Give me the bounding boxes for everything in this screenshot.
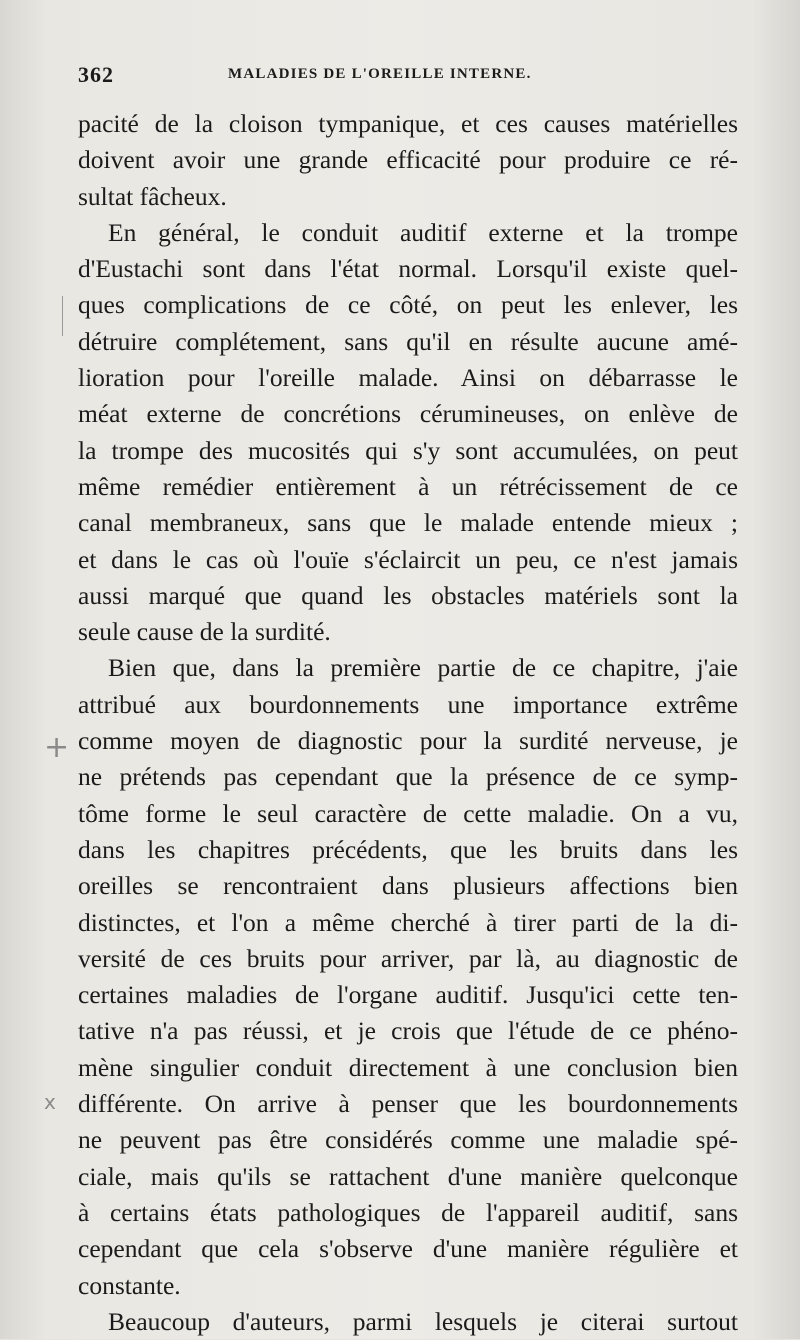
text-line: aussi marqué que quand les obstacles matériels sont la bbox=[78, 580, 738, 610]
text-line: et dans le cas où l'ouïe s'éclaircit un peu, ce n'est jamais bbox=[78, 544, 738, 574]
text-line: ne peuvent pas être considérés comme une maladie spé- bbox=[78, 1125, 738, 1155]
text-line: ne prétends pas cependant que la présence de ce symp- bbox=[78, 762, 738, 792]
text-line: doivent avoir une grande efficacité pour produire ce ré- bbox=[78, 145, 738, 175]
page-header bbox=[78, 62, 738, 92]
text-line: différente. On arrive à penser que les bourdonnements bbox=[78, 1089, 738, 1119]
text-line: oreilles se rencontraient dans plusieurs affections bien bbox=[78, 871, 738, 901]
text-line: mène singulier conduit directement à une conclusion bien bbox=[78, 1052, 738, 1082]
text-line: En général, le conduit auditif externe et la trompe bbox=[108, 217, 738, 247]
margin-pencil-tick bbox=[62, 296, 63, 336]
text-line: détruire complétement, sans qu'il en résulte aucune amé- bbox=[78, 326, 738, 356]
margin-mark-x: x bbox=[44, 1090, 56, 1114]
text-line: tative n'a pas réussi, et je crois que l'étude de ce phéno- bbox=[78, 1016, 738, 1046]
text-line: Beaucoup d'auteurs, parmi lesquels je citerai surtout bbox=[108, 1306, 738, 1336]
text-line: tôme forme le seul caractère de cette maladie. On a vu, bbox=[78, 798, 738, 828]
text-line: Bien que, dans la première partie de ce chapitre, j'aie bbox=[108, 653, 738, 683]
paragraph bbox=[78, 650, 738, 1303]
text-line: lioration pour l'oreille malade. Ainsi on débarrasse le bbox=[78, 363, 738, 393]
text-line: attribué aux bourdonnements une importance extrême bbox=[78, 689, 738, 719]
text-line: dans les chapitres précédents, que les bruits dans les bbox=[78, 834, 738, 864]
text-line: pacité de la cloison tympanique, et ces causes matérielles bbox=[78, 109, 738, 138]
text-line: comme moyen de diagnostic pour la surdité nerveuse, je bbox=[78, 726, 738, 756]
text-line: canal membraneux, sans que le malade entende mieux ; bbox=[78, 508, 738, 538]
running-head: MALADIES DE L'OREILLE INTERNE. bbox=[228, 66, 532, 82]
text-line: seule cause de la surdité. bbox=[78, 617, 331, 647]
text-line: d'Eustachi sont dans l'état normal. Lorsqu'il existe quel- bbox=[78, 254, 738, 284]
paragraph bbox=[78, 1304, 738, 1340]
body-text bbox=[78, 106, 738, 1340]
text-line: sultat fâcheux. bbox=[78, 181, 227, 211]
text-line: ciale, mais qu'ils se rattachent d'une manière quelconque bbox=[78, 1161, 738, 1191]
text-line: certaines maladies de l'organe auditif. Jusqu'ici cette ten- bbox=[78, 980, 738, 1010]
text-line: la trompe des mucosités qui s'y sont accumulées, on peut bbox=[78, 435, 738, 465]
paragraph bbox=[78, 106, 738, 215]
text-line: versité de ces bruits pour arriver, par là, au diagnostic de bbox=[78, 943, 738, 973]
text-line: même remédier entièrement à un rétrécissement de ce bbox=[78, 471, 738, 501]
text-line: distinctes, et l'on a même cherché à tirer parti de la di- bbox=[78, 907, 738, 937]
margin-mark-plus: + bbox=[44, 730, 70, 765]
text-line: ques complications de ce côté, on peut les enlever, les bbox=[78, 290, 738, 320]
text-line: à certains états pathologiques de l'appareil auditif, sans bbox=[78, 1197, 738, 1227]
text-line: constante. bbox=[78, 1270, 181, 1300]
text-line: méat externe de concrétions cérumineuses, on enlève de bbox=[78, 399, 738, 429]
text-line: cependant que cela s'observe d'une manière régulière et bbox=[78, 1234, 738, 1264]
page-number: 362 bbox=[78, 62, 114, 87]
paragraph bbox=[78, 215, 738, 651]
